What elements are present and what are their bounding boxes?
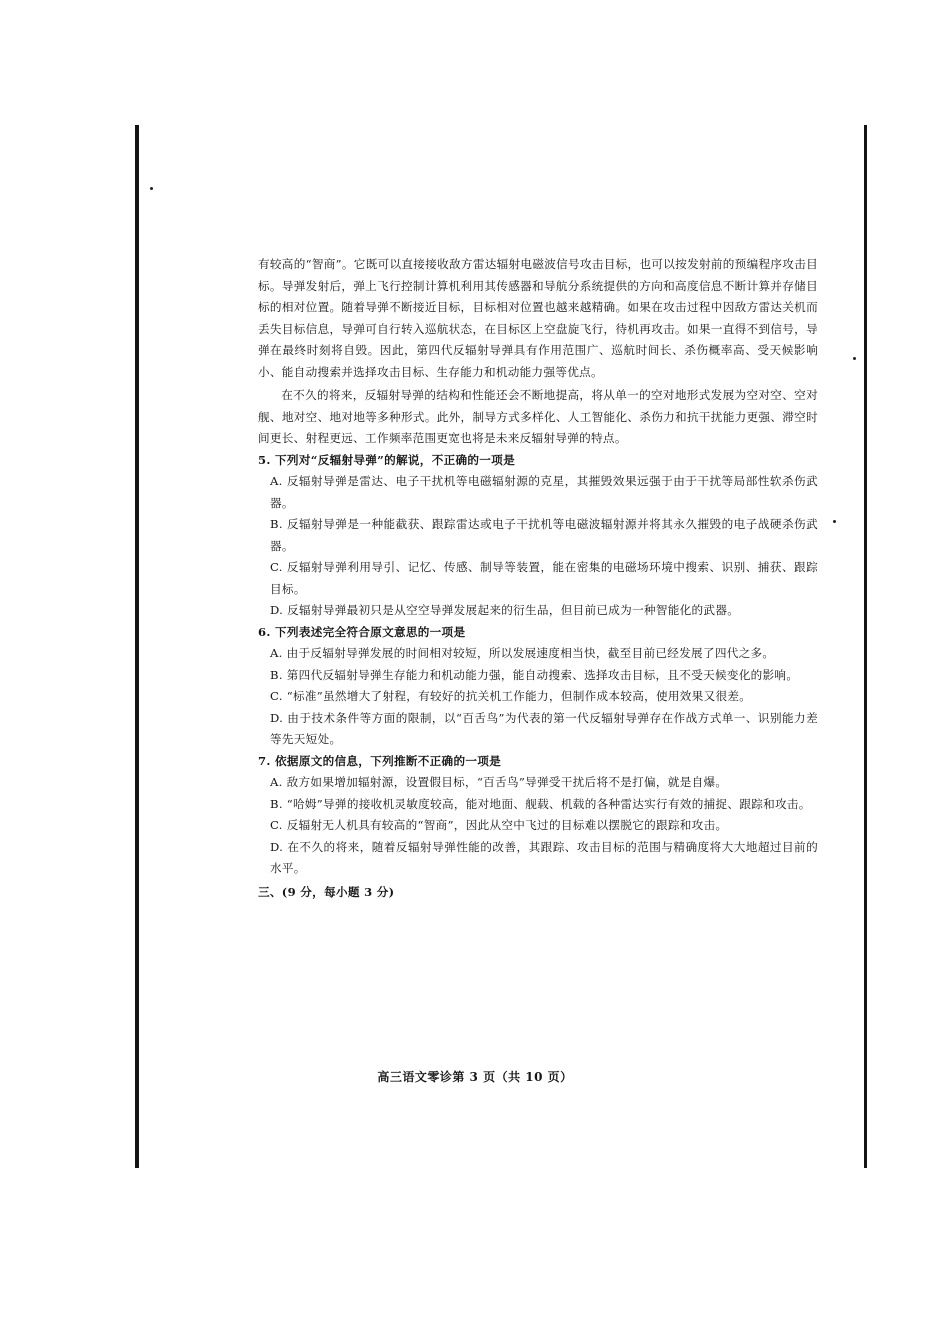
scan-border-left bbox=[135, 125, 139, 1168]
option-a: A. 反辐射导弹是雷达、电子干扰机等电磁辐射源的克星，其摧毁效果远强于由于干扰等局部性软杀伤武器。 bbox=[270, 474, 818, 510]
option-c: C. “标准”虽然增大了射程，有较好的抗关机工作能力，但制作成本较高，使用效果又很差。 bbox=[270, 689, 752, 703]
exam-page-content bbox=[258, 254, 818, 903]
question-7 bbox=[258, 751, 818, 880]
scan-border-right bbox=[864, 125, 867, 1168]
scan-speck bbox=[150, 187, 153, 190]
question-stem: 5. 下列对“反辐射导弹”的解说，不正确的一项是 bbox=[258, 452, 515, 467]
option-d: D. 由于技术条件等方面的限制，以“百舌鸟”为代表的第一代反辐射导弹存在作战方式单一、识别能力差等先天短处。 bbox=[270, 710, 818, 746]
section-heading: 三、(9 分，每小题 3 分) bbox=[258, 884, 395, 899]
option-b: B. “哈姆”导弹的接收机灵敏度较高，能对地面、舰载、机载的各种雷达实行有效的捕捉、跟踪和攻击。 bbox=[270, 796, 811, 811]
option-c: C. 反辐射导弹利用导引、记忆、传感、制导等装置，能在密集的电磁场环境中搜索、识别、捕获、跟踪目标。 bbox=[270, 560, 818, 596]
option-d: D. 反辐射导弹最初只是从空空导弹发展起来的衍生品，但目前已成为一种智能化的武器。 bbox=[270, 603, 740, 617]
question-5 bbox=[258, 450, 818, 622]
option-a: A. 敌方如果增加辐射源，设置假目标，“百舌鸟”导弹受干扰后将不是打偏，就是自爆。 bbox=[270, 775, 728, 789]
option-a: A. 由于反辐射导弹发展的时间相对较短，所以发展速度相当快，截至目前已经发展了四代之多。 bbox=[270, 646, 775, 660]
option-b: B. 第四代反辐射导弹生存能力和机动能力强，能自动搜索、选择攻击目标，且不受天候变化的影响。 bbox=[270, 667, 799, 682]
option-d: D. 在不久的将来，随着反辐射导弹性能的改善，其跟踪、攻击目标的范围与精确度将大大地超过目前的水平。 bbox=[270, 839, 818, 875]
question-stem: 7. 依据原文的信息，下列推断不正确的一项是 bbox=[258, 753, 502, 768]
page-footer: 高三语文零诊第 3 页（共 10 页） bbox=[377, 1070, 573, 1084]
question-stem: 6. 下列表述完全符合原文意思的一项是 bbox=[258, 624, 466, 639]
question-6 bbox=[258, 622, 818, 751]
passage-paragraph-1: 有较高的“智商”。它既可以直接接收敌方雷达辐射电磁波信号攻击目标，也可以按发射前的预编程序攻击目标。导弹发射后，弹上飞行控制计算机利用其传感器和导航分系统提供的方向和高度信息不断计算并存储目标的相对位置。随着导弹不断接近目标，目标相对位置也越来越精确。如果在攻击过程中因敌方雷达关机而丢失目标信息，导弹可自行转入巡航状态，在目标区上空盘旋飞行，待机再攻击。如果一直得不到信号，导弹在最终时刻将自毁。因此，第四代反辐射导弹具有作用范围广、巡航时间长、杀伤概率高、受天候影响小、能自动搜索并选择攻击目标、生存能力和机动能力强等优点。 bbox=[258, 257, 818, 379]
scan-speck bbox=[853, 357, 856, 360]
option-b: B. 反辐射导弹是一种能截获、跟踪雷达或电子干扰机等电磁波辐射源并将其永久摧毁的电子战硬杀伤武器。 bbox=[270, 517, 818, 553]
passage-paragraph-2: 在不久的将来，反辐射导弹的结构和性能还会不断地提高，将从单一的空对地形式发展为空对空、空对舰、地对空、地对地等多种形式。此外，制导方式多样化、人工智能化、杀伤力和抗干扰能力更强、滞空时间更长、射程更远、工作频率范围更宽也将是未来反辐射导弹的特点。 bbox=[258, 388, 818, 445]
option-c: C. 反辐射无人机具有较高的“智商”，因此从空中飞过的目标难以摆脱它的跟踪和攻击。 bbox=[270, 818, 728, 832]
scan-speck bbox=[833, 520, 836, 523]
